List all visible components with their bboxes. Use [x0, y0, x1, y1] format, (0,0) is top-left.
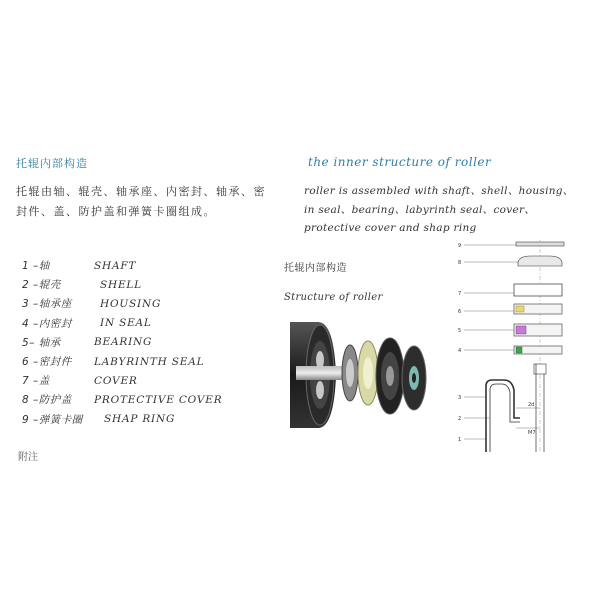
part-en: HOUSING: [100, 297, 162, 310]
list-item: [22, 410, 282, 429]
drawing-label: 8: [458, 260, 462, 266]
drawing-label: 1: [458, 437, 462, 443]
part-en: IN SEAL: [100, 317, 152, 330]
list-item: [22, 275, 282, 294]
part-cn: 3 –轴承座: [22, 298, 72, 311]
parts-list: [22, 256, 282, 429]
list-item: [22, 371, 282, 390]
list-item: [22, 314, 282, 333]
part-en: PROTECTIVE COVER: [94, 393, 223, 406]
part-en: SHELL: [100, 278, 142, 291]
part-cn: 8 –防护盖: [22, 394, 72, 407]
drawing-label: 9: [458, 243, 462, 249]
roller-section-drawing: [450, 240, 590, 452]
list-item: [22, 256, 282, 275]
part-cn: 5– 轴承: [22, 336, 61, 349]
drawing-label: 6: [458, 309, 462, 315]
part-en: COVER: [94, 374, 138, 387]
cut-off-text: 附注: [18, 452, 38, 463]
roller-exploded-illustration: [290, 320, 442, 430]
drawing-label: 7: [458, 291, 462, 297]
part-cn: 7 –盖: [22, 375, 50, 388]
figure-caption-cn: 托辊内部构造: [284, 263, 347, 274]
part-cn: 9 –弹簧卡圈: [22, 413, 83, 426]
dimension-label: 2d: [528, 402, 535, 408]
part-en: SHAFT: [94, 259, 137, 272]
list-item: [22, 352, 282, 371]
part-en: BEARING: [94, 336, 153, 349]
part-cn: 6 –密封件: [22, 356, 72, 369]
part-en: SHAP RING: [104, 413, 176, 426]
list-item: [22, 294, 282, 313]
description-en: roller is assembled with shaft、shell、housing、in seal、bearing、labyrinth seal、cover、protective cover and shap ring: [304, 185, 574, 234]
heading-en: the inner structure of roller: [308, 155, 492, 169]
list-item: [22, 333, 282, 352]
drawing-label: 2: [458, 416, 462, 422]
figure-caption-en: Structure of roller: [284, 292, 383, 303]
part-en: LABYRINTH SEAL: [94, 355, 205, 368]
drawing-label: 3: [458, 395, 462, 401]
part-cn: 1 –轴: [22, 260, 50, 273]
description-cn: 托辊由轴、辊壳、轴承座、内密封、轴承、密封件、盖、防护盖和弹簧卡圈组成。: [16, 185, 266, 218]
heading-cn: 托辊内部构造: [16, 157, 88, 170]
dimension-label: M7: [528, 430, 536, 436]
drawing-label: 5: [458, 328, 462, 334]
part-cn: 2 –辊壳: [22, 279, 61, 292]
part-cn: 4 –内密封: [22, 317, 72, 330]
list-item: [22, 390, 282, 409]
drawing-label: 4: [458, 348, 462, 354]
